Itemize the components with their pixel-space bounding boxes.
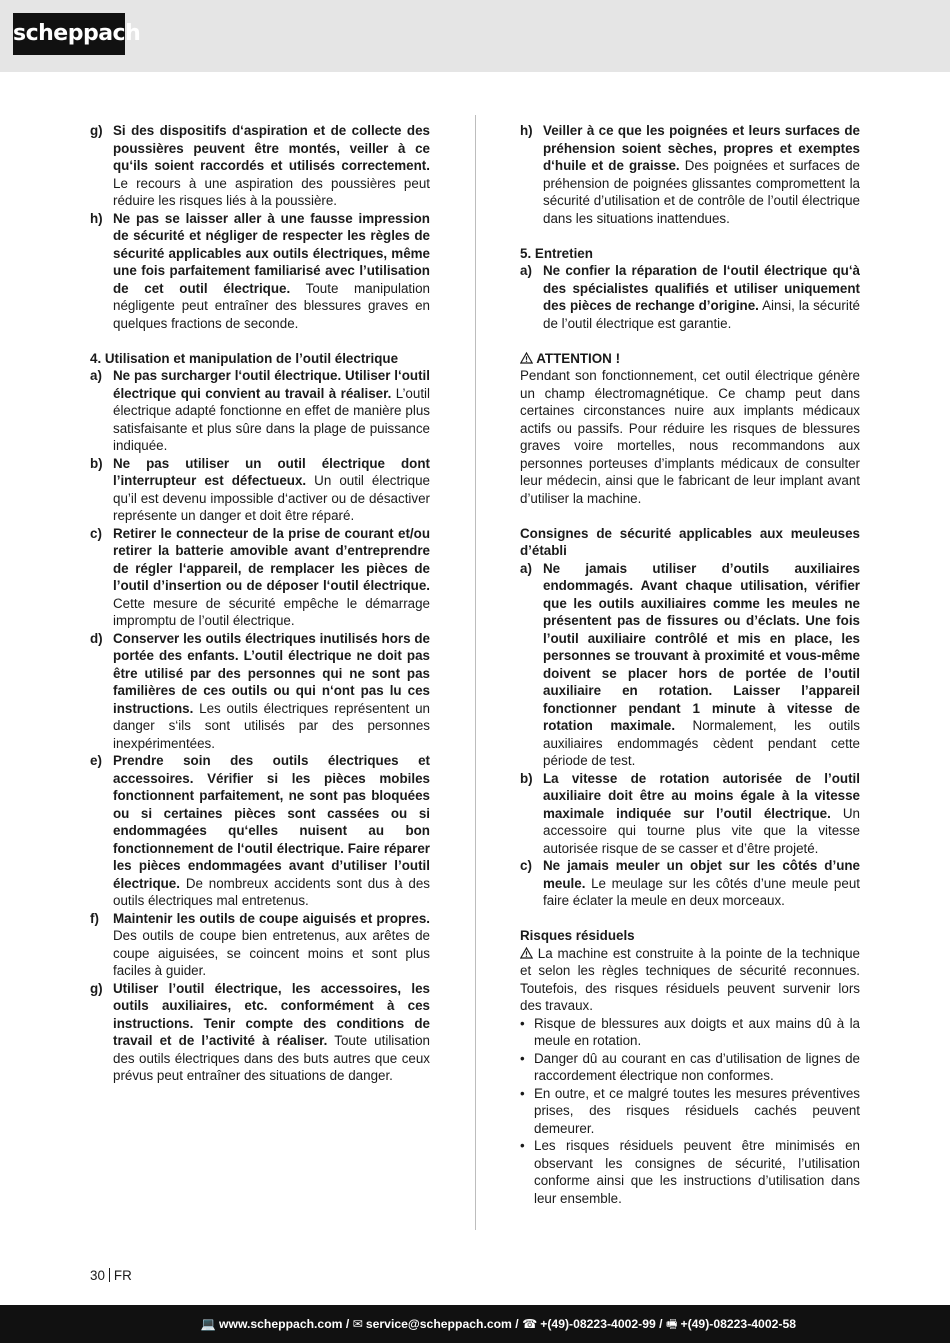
footer-bar xyxy=(0,1305,950,1343)
grinder-safety-heading: Consignes de sécurité applicables aux meuleuses d’établi xyxy=(520,525,860,558)
section-5-heading: 5. Entretien xyxy=(520,245,593,261)
bullet-item: • En outre, et ce malgré toutes les mesures préventives prises, des risques résiduels cachés peuvent demeurer. xyxy=(520,1085,860,1136)
scheppach-logo: scheppach xyxy=(13,13,125,55)
computer-icon: 💻 xyxy=(200,1317,216,1331)
fax-icon: 🖷 xyxy=(665,1317,678,1331)
phone-icon: ☎ xyxy=(522,1317,538,1331)
mail-icon: ✉ xyxy=(352,1317,363,1331)
list-item-a: a) Ne pas surcharger l‘outil électrique. Utiliser l‘outil électrique qui convient au travail à réaliser. L’outil électrique adapté fonctionne en effet de manière plus satisfaisante et plus sûre dans la plage de puissance indiquée. xyxy=(90,368,430,453)
list-item-b: b) Ne pas utiliser un outil électrique dont l’interrupteur est défectueux. Un outil électrique qu’il est devenu impossible d‘activer ou de désactiver représente un danger et doit être réparé. xyxy=(90,455,430,523)
list-item-g2: g) Utiliser l’outil électrique, les accessoires, les outils auxiliaires, etc. conformément à ces instructions. Tenir compte des conditions de travail et de l’activité à réaliser. Toute utilisation des outils électriques dans des buts autres que ceux prévus peut entraîner des situations de danger. xyxy=(90,980,430,1083)
column-divider xyxy=(475,115,476,1230)
list-item-grinder-c: c) Ne jamais meuler un objet sur les côtés d’une meule. Le meulage sur les côtés d’une meule peut faire éclater la meule en deux morceaux. xyxy=(520,858,860,908)
bullet-item: • Les risques résiduels peuvent être minimisés en observant les consignes de sécurité, l’utilisation conforme ainsi que les instructions d’utilisation dans leur ensemble. xyxy=(520,1138,860,1206)
list-item-grinder-a: a) Ne jamais utiliser d’outils auxiliaires endommagés. Avant chaque utilisation, vérifier que les outils auxiliaires comme les meules ne présentent pas de fissures ou d’éclats. Une fois l’outil auxiliaire contrôlé et mis en place, les personnes se trouvant à proximité et vous-même doivent se placer hors de portée de l’outil auxiliaire en rotation. Laisser l’appareil fonctionner pendant 1 minute à vitesse de rotation maximale. Normalement, les outils auxiliaires endommagés cèdent pendant cette période de test. xyxy=(520,560,860,768)
list-item-h: h) Ne pas se laisser aller à une fausse impression de sécurité et négliger de respecter les règles de sécurité applicables aux outils électriques, même une fois parfaitement familiarisé avec l’utilisation de cet outil électrique. Toute manipulation négligente peut entraîner des blessures graves en quelques fractions de seconde. xyxy=(90,210,430,331)
attention-text: Pendant son fonctionnement, cet outil électrique génère un champ électromagnétique. Ce champ peut dans certaines circonstances nuire aux implants médicaux actifs ou passifs. Pour réduire les risques de blessures graves voire mortelles, nous recommandons aux personnes porteuses d’implants médicaux de consulter leur médecin, ainsi que le fabricant de leur implant avant d’utiliser la machine. xyxy=(520,368,860,506)
list-item-c: c) Retirer le connecteur de la prise de courant et/ou retirer la batterie amovible avant d’entreprendre de régler l‘appareil, de remplacer les pièces de l’outil d’insertion ou de déposer l‘outil électrique. Cette mesure de sécurité empêche le démarrage impromptu de l’outil électrique. xyxy=(90,525,430,628)
list-item-e: e) Prendre soin des outils électriques et accessoires. Vérifier si les pièces mobiles fonctionnent parfaitement, ne sont pas bloquées ou si certaines pièces sont cassées ou si endommagées qu‘elles nuisent au bon fonctionnement de l‘outil électrique. Faire réparer les pièces endommagées avant d’utiliser l’outil électrique. De nombreux accidents sont dus à des outils électriques mal entretenus. xyxy=(90,753,430,908)
page-number: 30 FR xyxy=(90,1268,132,1283)
attention-heading: ATTENTION ! xyxy=(520,350,860,368)
residual-risks-heading: Risques résiduels xyxy=(520,928,635,943)
bullet-item: • Danger dû au courant en cas d’utilisation de lignes de raccordement électrique non conformes. xyxy=(520,1050,860,1083)
email-link[interactable]: service@scheppach.com / xyxy=(365,1317,519,1331)
left-column xyxy=(90,122,430,1085)
bullet-item: • Risque de blessures aux doigts et aux mains dû à la meule en rotation. xyxy=(520,1015,860,1048)
warning-triangle-icon xyxy=(520,352,533,364)
website-link[interactable]: www.scheppach.com / xyxy=(219,1317,350,1331)
right-column xyxy=(520,122,860,1207)
list-item-f: f) Maintenir les outils de coupe aiguisés et propres. Des outils de coupe bien entretenus, aux arêtes de coupe aiguisées, se coincent moins et sont plus faciles à guider. xyxy=(90,910,430,978)
residual-risks-intro: La machine est construite à la pointe de la technique et selon les règles techniques de sécurité reconnues. Toutefois, des risques résiduels peuvent survenir lors des travaux. xyxy=(520,945,860,1013)
list-item-grinder-b: b) La vitesse de rotation autorisée de l’outil auxiliaire doit être au moins égale à la vitesse maximale indiquée sur l’outil électrique. Un accessoire qui tourne plus vite que la vitesse autorisée risque de se casser et d’être projeté. xyxy=(520,770,860,856)
list-item-d: d) Conserver les outils électriques inutilisés hors de portée des enfants. L’outil électrique ne doit pas être utilisé par des personnes qui ne sont pas familières de ces outils ou qui n‘ont pas lu ces instructions. Les outils électriques représentent un danger s‘ils sont utilisés par des personnes inexpérimentées. xyxy=(90,630,430,751)
list-item-h2: h) Veiller à ce que les poignées et leurs surfaces de préhension soient sèches, propres et exemptes d‘huile et de graisse. Des poignées et surfaces de préhension de poignées glissantes compromettent la sécurité d’utilisation et de contrôle de l’outil électrique dans les situations inattendues. xyxy=(520,123,860,226)
header-bar xyxy=(0,0,950,72)
section-4-heading: 4. Utilisation et manipulation de l’outil électrique xyxy=(90,350,399,366)
list-item-a5: a) Ne confier la réparation de l‘outil électrique qu‘à des spécialistes qualifiés et utiliser uniquement des pièces de rechange d’origine. Ainsi, la sécurité de l’outil électrique est garantie. xyxy=(520,263,860,331)
phone-number: +(49)-08223-4002-99 / xyxy=(540,1317,663,1331)
warning-triangle-icon xyxy=(520,947,533,959)
list-item-g: g) Si des dispositifs d‘aspiration et de collecte des poussières peuvent être montés, veiller à ce qu‘ils soient raccordés et utilisés correctement. Le recours à une aspiration des poussières peut réduire les risques liés à la poussière. xyxy=(90,123,430,208)
fax-number: +(49)-08223-4002-58 xyxy=(680,1317,796,1331)
